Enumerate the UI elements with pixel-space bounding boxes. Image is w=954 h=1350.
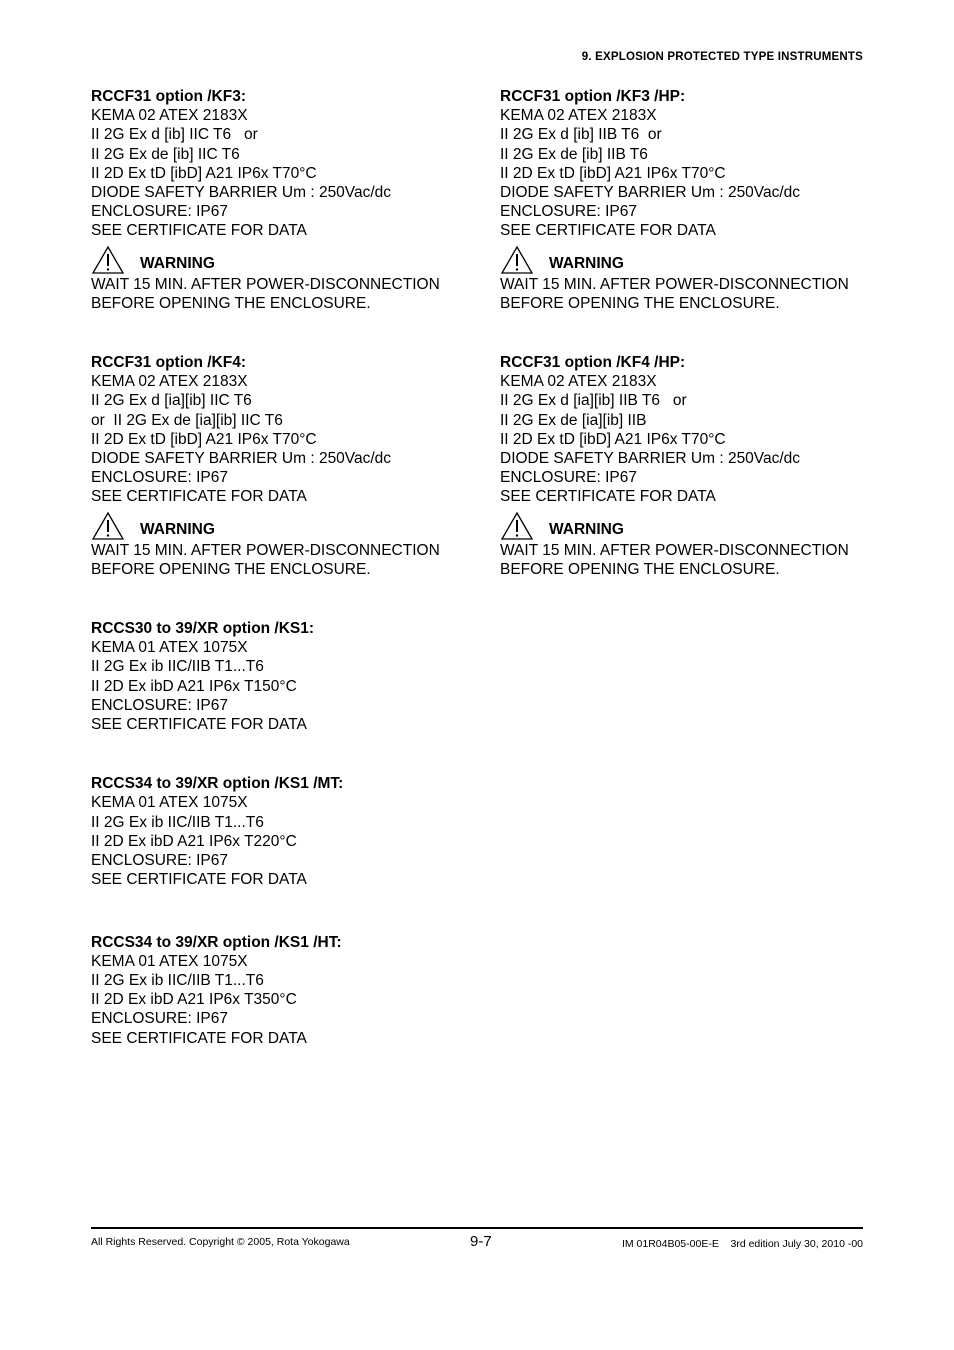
cert-line: II 2G Ex de [ia][ib] IIB — [500, 411, 647, 429]
block-title: RCCF31 option /KF4 /HP: — [500, 354, 686, 372]
cert-line: ENCLOSURE: IP67 — [91, 1010, 228, 1028]
cert-line: ENCLOSURE: IP67 — [91, 203, 228, 221]
cert-line: ENCLOSURE: IP67 — [500, 469, 637, 487]
cert-line: KEMA 02 ATEX 2183X — [500, 373, 657, 391]
warning-text: BEFORE OPENING THE ENCLOSURE. — [500, 294, 780, 312]
certification-block-kf3 — [91, 87, 471, 313]
cert-line: KEMA 01 ATEX 1075X — [91, 794, 248, 812]
cert-line: ENCLOSURE: IP67 — [91, 696, 228, 714]
certification-block-kf4 — [91, 353, 471, 579]
right-column — [500, 87, 880, 579]
cert-line: DIODE SAFETY BARRIER Um : 250Vac/dc — [91, 184, 392, 202]
cert-line: ENCLOSURE: IP67 — [91, 469, 228, 487]
cert-line: II 2G Ex ib IIC/IIB T1...T6 — [91, 813, 264, 831]
footer-divider — [91, 1227, 863, 1229]
warning-text: BEFORE OPENING THE ENCLOSURE. — [91, 560, 371, 578]
block-title: RCCS34 to 39/XR option /KS1 /MT: — [91, 775, 344, 793]
footer-document-id: IM 01R04B05-00E-E 3rd edition July 30, 2010 -00 — [621, 1238, 863, 1250]
cert-line: II 2G Ex d [ia][ib] IIB T6 or — [500, 392, 687, 410]
certification-block-kf4-hp — [500, 353, 880, 579]
cert-line: ENCLOSURE: IP67 — [91, 852, 228, 870]
warning-triangle-icon — [91, 511, 125, 541]
certification-block-ks1 — [91, 619, 471, 734]
cert-line: KEMA 01 ATEX 1075X — [91, 639, 248, 657]
warning-label: WARNING — [140, 254, 215, 272]
warning-text: WAIT 15 MIN. AFTER POWER-DISCONNECTION — [91, 541, 440, 559]
warning-text: BEFORE OPENING THE ENCLOSURE. — [91, 294, 371, 312]
block-title: RCCF31 option /KF3 /HP: — [500, 88, 686, 105]
warning-text: BEFORE OPENING THE ENCLOSURE. — [500, 560, 780, 578]
cert-line: SEE CERTIFICATE FOR DATA — [500, 488, 716, 506]
warning-heading — [91, 507, 471, 541]
cert-line: II 2D Ex ibD A21 IP6x T350°C — [91, 991, 297, 1009]
cert-line: KEMA 01 ATEX 1075X — [91, 952, 248, 970]
warning-text: WAIT 15 MIN. AFTER POWER-DISCONNECTION — [91, 275, 440, 293]
cert-line: II 2D Ex tD [ibD] A21 IP6x T70°C — [500, 430, 726, 448]
cert-line: KEMA 02 ATEX 2183X — [91, 373, 248, 391]
cert-line: II 2G Ex d [ib] IIB T6 or — [500, 126, 662, 144]
cert-line: II 2G Ex ib IIC/IIB T1...T6 — [91, 971, 264, 989]
warning-label: WARNING — [140, 520, 215, 538]
cert-line: II 2G Ex de [ib] IIB T6 — [500, 145, 648, 163]
cert-line: or II 2G Ex de [ia][ib] IIC T6 — [91, 411, 283, 429]
cert-line: SEE CERTIFICATE FOR DATA — [500, 222, 716, 240]
cert-line: DIODE SAFETY BARRIER Um : 250Vac/dc — [91, 450, 392, 468]
cert-line: SEE CERTIFICATE FOR DATA — [91, 488, 307, 506]
certification-block-ks1-ht — [91, 933, 471, 1048]
warning-text: WAIT 15 MIN. AFTER POWER-DISCONNECTION — [500, 275, 849, 293]
warning-label: WARNING — [549, 520, 624, 538]
block-title: RCCF31 option /KF4: — [91, 354, 246, 372]
warning-text: WAIT 15 MIN. AFTER POWER-DISCONNECTION — [500, 541, 849, 559]
warning-heading — [500, 241, 880, 275]
cert-line: II 2G Ex d [ia][ib] IIC T6 — [91, 392, 252, 410]
warning-heading — [91, 241, 471, 275]
warning-label: WARNING — [549, 254, 624, 272]
cert-line: SEE CERTIFICATE FOR DATA — [91, 1029, 307, 1047]
certification-block-ks1-mt — [91, 774, 471, 889]
certification-block-kf3-hp — [500, 87, 880, 313]
cert-line: SEE CERTIFICATE FOR DATA — [91, 222, 307, 240]
cert-line: II 2D Ex tD [ibD] A21 IP6x T70°C — [91, 430, 317, 448]
cert-line: II 2G Ex de [ib] IIC T6 — [91, 145, 240, 163]
cert-line: II 2D Ex tD [ibD] A21 IP6x T70°C — [500, 164, 726, 182]
block-title: RCCS34 to 39/XR option /KS1 /HT: — [91, 933, 342, 951]
cert-line: II 2G Ex d [ib] IIC T6 or — [91, 126, 258, 144]
cert-line: II 2D Ex ibD A21 IP6x T220°C — [91, 832, 297, 850]
cert-line: ENCLOSURE: IP67 — [500, 203, 637, 221]
cert-line: II 2D Ex ibD A21 IP6x T150°C — [91, 677, 297, 695]
page-number: 9-7 — [470, 1233, 492, 1250]
warning-triangle-icon — [500, 245, 534, 275]
cert-line: KEMA 02 ATEX 2183X — [91, 107, 248, 125]
section-header: 9. EXPLOSION PROTECTED TYPE INSTRUMENTS — [581, 51, 863, 63]
warning-triangle-icon — [91, 245, 125, 275]
warning-triangle-icon — [500, 511, 534, 541]
left-column — [91, 87, 471, 1048]
block-title: RCCS30 to 39/XR option /KS1: — [91, 620, 315, 638]
footer-copyright: All Rights Reserved. Copyright © 2005, Rota Yokogawa — [91, 1236, 350, 1248]
block-title: RCCF31 option /KF3: — [91, 88, 246, 105]
cert-line: DIODE SAFETY BARRIER Um : 250Vac/dc — [500, 184, 801, 202]
cert-line: II 2G Ex ib IIC/IIB T1...T6 — [91, 658, 264, 676]
cert-line: SEE CERTIFICATE FOR DATA — [91, 871, 307, 889]
cert-line: II 2D Ex tD [ibD] A21 IP6x T70°C — [91, 164, 317, 182]
cert-line: DIODE SAFETY BARRIER Um : 250Vac/dc — [500, 450, 801, 468]
cert-line: KEMA 02 ATEX 2183X — [500, 107, 657, 125]
cert-line: SEE CERTIFICATE FOR DATA — [91, 716, 307, 734]
warning-heading — [500, 507, 880, 541]
